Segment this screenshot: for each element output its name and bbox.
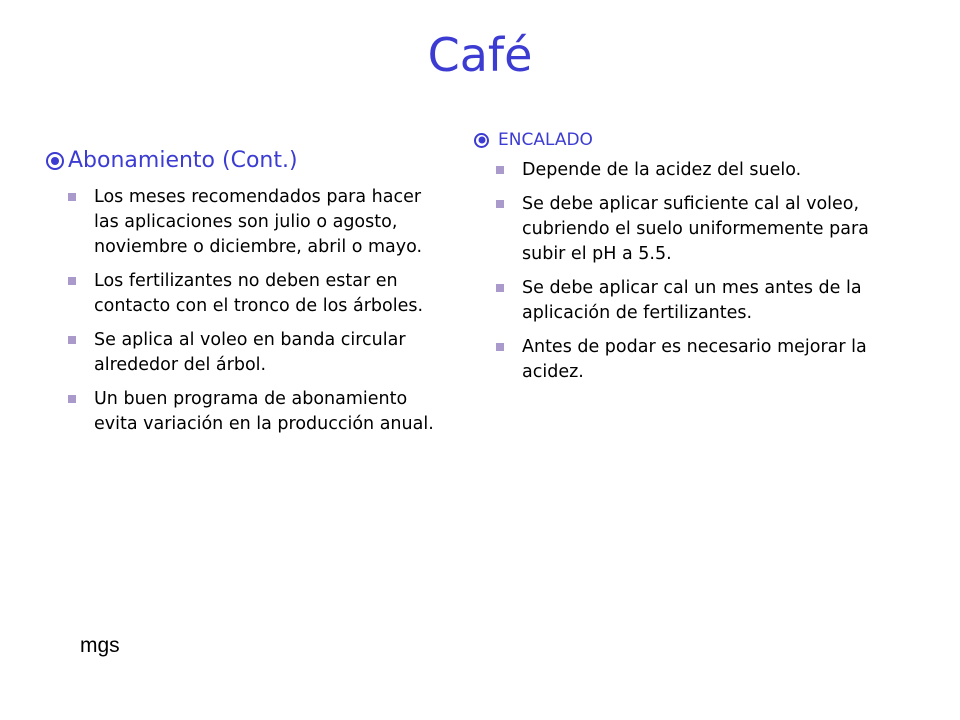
right-heading-text: ENCALADO [498, 130, 593, 150]
left-heading-text: Abonamiento (Cont.) [68, 148, 298, 173]
square-bullet-icon [68, 193, 76, 201]
square-bullet-icon [496, 200, 504, 208]
right-bullet-list [470, 158, 910, 385]
list-item-text: Antes de podar es necesario mejorar la acidez. [522, 337, 867, 382]
list-item-text: Se debe aplicar cal un mes antes de la aplicación de fertilizantes. [522, 278, 862, 323]
list-item-text: Los fertilizantes no deben estar en contacto con el tronco de los árboles. [94, 271, 424, 316]
left-column [46, 148, 448, 446]
left-bullet-list [46, 185, 448, 437]
target-bullet-icon [474, 133, 489, 148]
square-bullet-icon [68, 395, 76, 403]
left-heading [46, 148, 448, 173]
footer-text: mgs [80, 634, 120, 657]
square-bullet-icon [496, 284, 504, 292]
slide-title: Café [427, 28, 533, 82]
list-item-text: Depende de la acidez del suelo. [522, 160, 802, 180]
right-column [470, 130, 910, 394]
square-bullet-icon [68, 277, 76, 285]
list-item [496, 158, 910, 183]
list-item [68, 185, 448, 260]
right-heading [474, 130, 910, 150]
list-item-text: Un buen programa de abonamiento evita variación en la producción anual. [94, 389, 434, 434]
list-item [68, 269, 448, 319]
list-item-text: Se aplica al voleo en banda circular alrededor del árbol. [94, 330, 406, 375]
target-bullet-icon [46, 152, 64, 170]
square-bullet-icon [68, 336, 76, 344]
list-item-text: Los meses recomendados para hacer las aplicaciones son julio o agosto, noviembre o diciembre, abril o mayo. [94, 187, 423, 257]
list-item [496, 192, 910, 267]
list-item [68, 387, 448, 437]
list-item [496, 276, 910, 326]
list-item [68, 328, 448, 378]
square-bullet-icon [496, 343, 504, 351]
list-item-text: Se debe aplicar suficiente cal al voleo, cubriendo el suelo uniformemente para subir el pH a 5.5. [522, 194, 869, 264]
square-bullet-icon [496, 166, 504, 174]
list-item [496, 335, 910, 385]
